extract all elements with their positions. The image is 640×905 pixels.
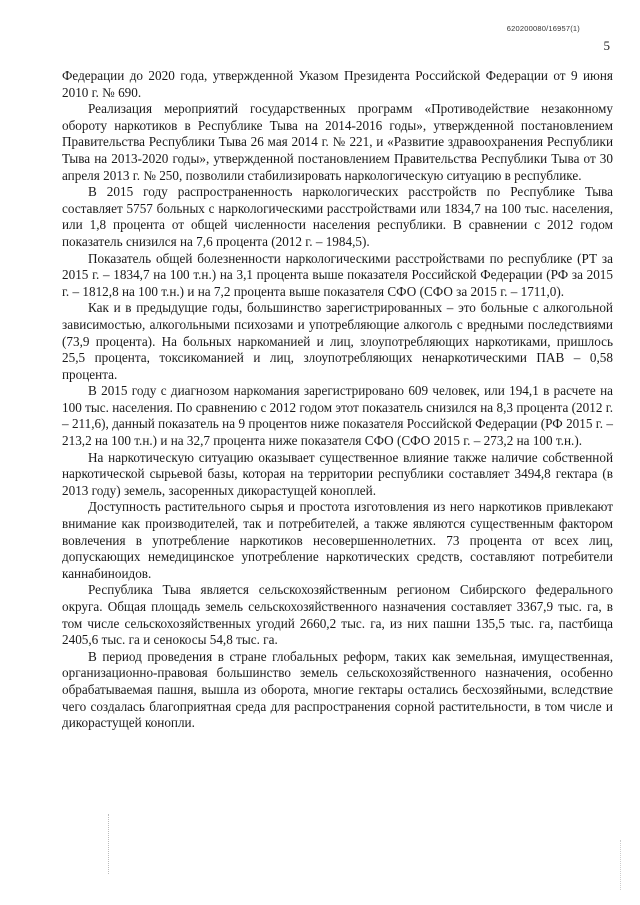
paragraph-1: Федерации до 2020 года, утвержденной Указом Президента Российской Федерации от 9 июня 2010 г. № 690.	[62, 68, 613, 100]
document-body	[62, 68, 613, 732]
paragraph-9: Республика Тыва является сельскохозяйственным регионом Сибирского федерального округа. Общая площадь земель сельскохозяйственного назначения составляет 3367,9 тыс. га, в том числе сельскохозяйственных угодий 2660,2 тыс. га, из них пашни 135,5 тыс. га, пастбища 2405,6 тыс. га и сенокосы 54,8 тыс. га.	[62, 582, 613, 648]
page-number: 5	[603, 38, 610, 53]
paragraph-7: На наркотическую ситуацию оказывает существенное влияние также наличие собственной наркотической сырьевой базы, которая на территории республики составляет 3494,8 гектара (в 2013 году) земель, засоренных дикорастущей коноплей.	[62, 449, 613, 498]
paragraph-6: В 2015 году с диагнозом наркомания зарегистрировано 609 человек, или 194,1 в расчете на 100 тыс. населения. По сравнению с 2012 годом этот показатель снизился на 8,3 процента (2012 г. – 211,6), данный показатель на 9 процентов ниже показателя Российской Федерации (РФ 2015 г. – 213,2 на 100 т.н.) и на 32,7 процента ниже показателя СФО (СФО 2015 г. – 273,2 на 100 т.н.).	[62, 383, 613, 449]
scan-margin-mark-right	[620, 840, 622, 890]
paragraph-2: Реализация мероприятий государственных программ «Противодействие незаконному обороту наркотиков в Республике Тыва на 2014-2016 годы», утвержденной постановлением Правительства Республики Тыва 26 мая 2014 г. № 221, и «Развитие здравоохранения Республики Тыва на 2013-2020 годы», утвержденной постановлением Правительства Республики Тыва от 30 апреля 2013 г. № 250, позволили стабилизировать наркологическую ситуацию в республике.	[62, 101, 613, 183]
paragraph-4: Показатель общей болезненности наркологическими расстройствами по республике (РТ за 2015 г. – 1834,7 на 100 т.н.) на 3,1 процента выше показателя Российской Федерации (РФ за 2015 г. – 1812,8 на 100 т.н.) и на 7,2 процента выше показателя СФО (СФО за 2015 г. – 1711,0).	[62, 250, 613, 299]
paragraph-10: В период проведения в стране глобальных реформ, таких как земельная, имущественная, организационно-правовая большинство земель сельскохозяйственного назначения, особенно обрабатываемая пашня, вышла из оборота, многие гектары остались бесхозяйными, вследствие чего создалась благоприятная среда для распространения сорной растительности, в том числе и дикорастущей конопли.	[62, 648, 613, 731]
document-id: 620200080/16957(1)	[506, 24, 580, 33]
paragraph-3: В 2015 году распространенность наркологических расстройств по Республике Тыва составляет 5757 больных с наркологическими расстройствами или 1834,7 на 100 тыс. населения, или 1,8 процента от общей численности населения республики. В сравнении с 2012 годом показатель снизился на 7,6 процента (2012 г. – 1984,5).	[62, 184, 613, 249]
paragraph-8: Доступность растительного сырья и простота изготовления из него наркотиков привлекают внимание как производителей, так и потребителей, а также являются существенным фактором вовлечения в употребление наркотиков несовершеннолетних. 73 процента от всех лиц, допускающих немедицинское употребление наркотических средств, составляют потребители каннабиноидов.	[62, 499, 613, 581]
paragraph-5: Как и в предыдущие годы, большинство зарегистрированных – это больные с алкогольной зависимостью, алкогольными психозами и употребляющие алкоголь с вредными последствиями (73,9 процента). На больных наркоманией и лиц, злоупотребляющих наркотиками, пришлось 25,5 процента, токсикоманией и лиц, злоупотребляющих ненаркотическими ПАВ – 0,58 процента.	[62, 300, 613, 382]
scan-margin-mark	[108, 814, 110, 874]
